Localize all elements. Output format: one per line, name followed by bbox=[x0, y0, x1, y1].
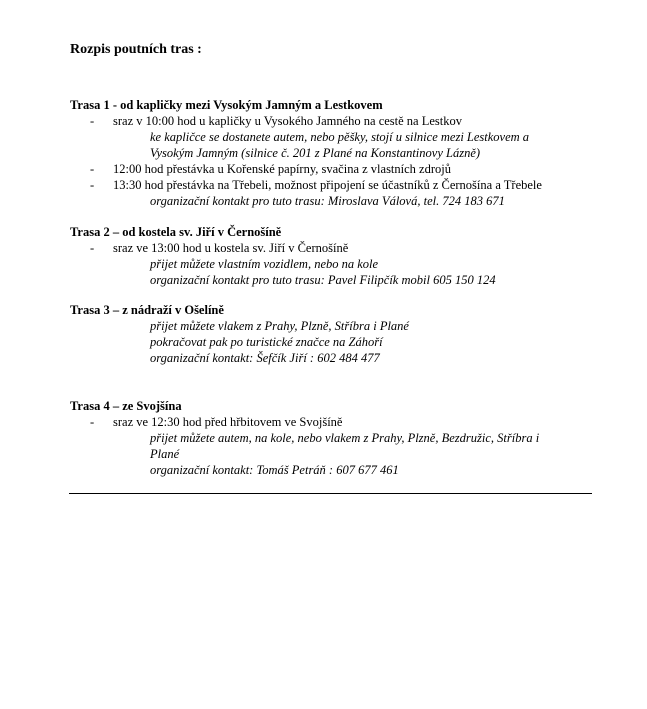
horizontal-rule bbox=[69, 493, 592, 494]
item-note: organizační kontakt pro tuto trasu: Pavel Filipčík mobil 605 150 124 bbox=[150, 273, 496, 287]
route-4 bbox=[70, 398, 610, 478]
route-3 bbox=[70, 302, 610, 366]
bullet-dash: - bbox=[90, 178, 95, 192]
route-heading: Trasa 3 – z nádraží v Ošelíně bbox=[70, 303, 224, 317]
bullet-dash: - bbox=[90, 241, 95, 255]
route-heading: Trasa 2 – od kostela sv. Jiří v Černošíně bbox=[70, 225, 282, 239]
item-note: přijet můžete autem, na kole, nebo vlakem z Prahy, Plzně, Bezdružic, Stříbra i bbox=[150, 431, 540, 445]
route-1 bbox=[70, 97, 610, 209]
document-title: Rozpis poutních tras : bbox=[70, 42, 202, 57]
list-item bbox=[70, 113, 610, 129]
list-item bbox=[70, 414, 610, 430]
list-item bbox=[70, 177, 610, 193]
item-text: sraz v 10:00 hod u kapličky u Vysokého Jamného na cestě na Lestkov bbox=[113, 114, 462, 128]
list-item bbox=[70, 161, 610, 177]
item-note: organizační kontakt pro tuto trasu: Miroslava Válová, tel. 724 183 671 bbox=[150, 194, 505, 208]
item-note: organizační kontakt: Šefčík Jiří : 602 484 477 bbox=[150, 351, 380, 365]
item-note: přijet můžete vlakem z Prahy, Plzně, Stříbra i Plané bbox=[150, 319, 409, 333]
item-note: ke kapličce se dostanete autem, nebo pěšky, stojí u silnice mezi Lestkovem a bbox=[150, 130, 530, 144]
bullet-dash: - bbox=[90, 415, 95, 429]
route-heading: Trasa 4 – ze Svojšína bbox=[70, 399, 182, 413]
list-item bbox=[70, 240, 610, 256]
item-text: 12:00 hod přestávka u Kořenské papírny, svačina z vlastních zdrojů bbox=[113, 162, 451, 176]
item-text: sraz ve 12:30 hod před hřbitovem ve Svojšíně bbox=[113, 415, 343, 429]
item-note: přijet můžete vlastním vozidlem, nebo na kole bbox=[150, 257, 379, 271]
bullet-dash: - bbox=[90, 114, 95, 128]
item-note: pokračovat pak po turistické značce na Záhoří bbox=[150, 335, 383, 349]
item-text: sraz ve 13:00 hod u kostela sv. Jiří v Černošíně bbox=[113, 241, 349, 255]
bullet-dash: - bbox=[90, 162, 95, 176]
route-2 bbox=[70, 224, 610, 288]
route-heading: Trasa 1 - od kapličky mezi Vysokým Jamným a Lestkovem bbox=[70, 98, 383, 112]
item-note: Vysokým Jamným (silnice č. 201 z Plané na Konstantinovy Lázně) bbox=[150, 146, 481, 160]
item-note: Plané bbox=[150, 447, 180, 461]
item-text: 13:30 hod přestávka na Třebeli, možnost připojení se účastníků z Černošína a Třebele bbox=[113, 178, 542, 192]
item-note: organizační kontakt: Tomáš Petráň : 607 677 461 bbox=[150, 463, 399, 477]
